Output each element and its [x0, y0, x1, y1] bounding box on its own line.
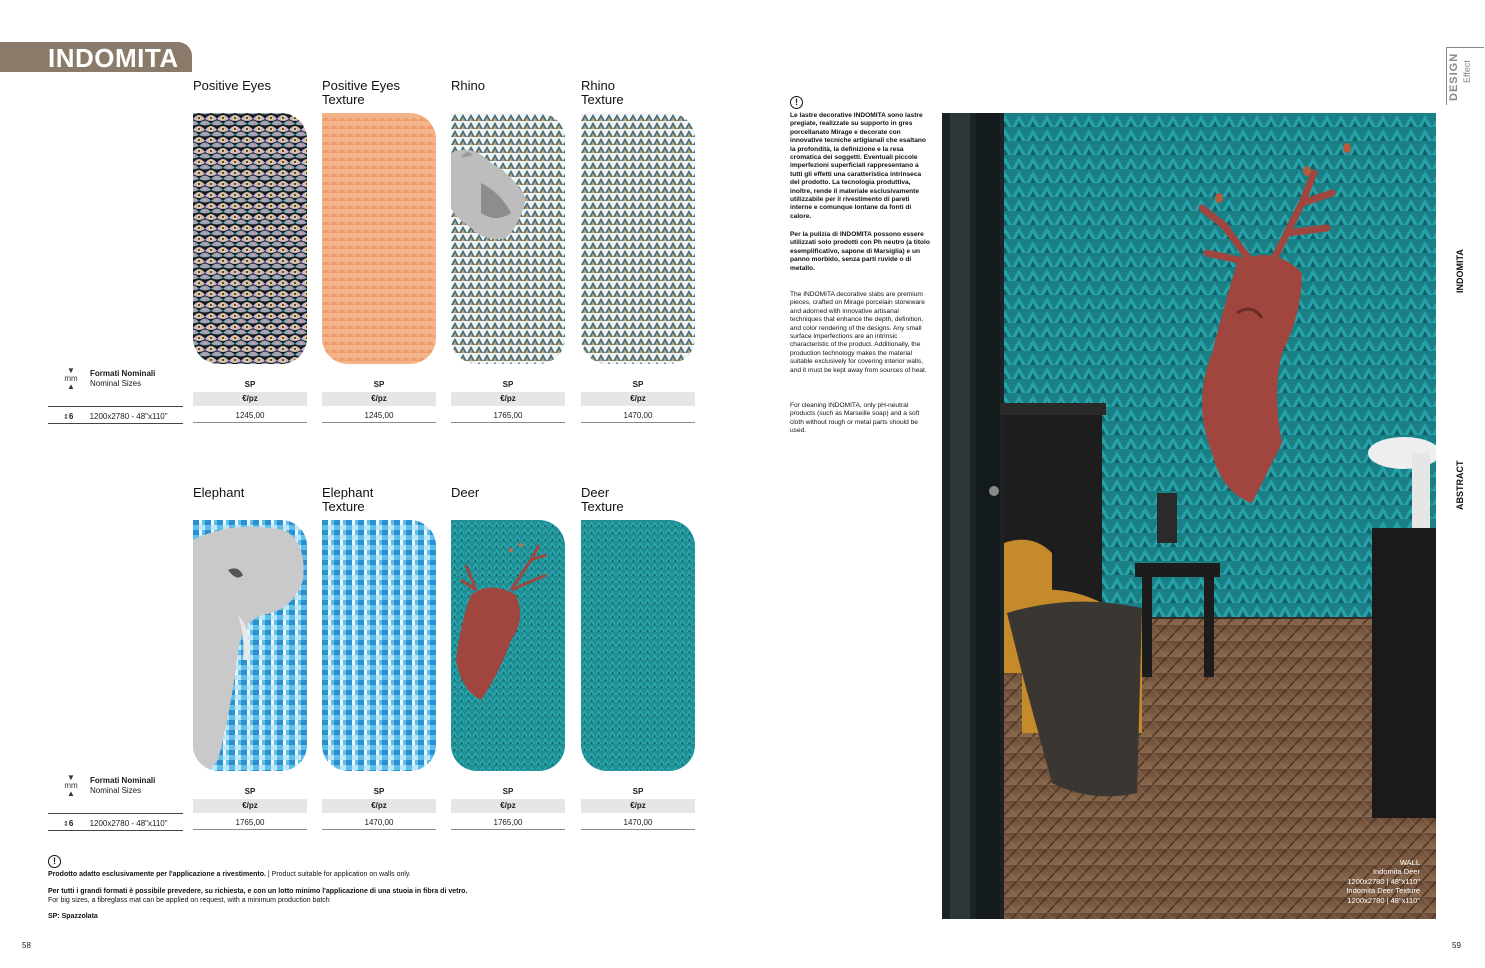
tile-elephant-texture	[322, 520, 436, 771]
price-unit: €/pz	[451, 799, 565, 813]
finish-label: SP	[632, 787, 644, 796]
page-number-left: 58	[22, 941, 31, 950]
tile-positive-eyes-texture	[322, 113, 436, 364]
size-row	[63, 819, 168, 828]
finish-label: SP	[244, 787, 256, 796]
price-unit: €/pz	[193, 392, 307, 406]
price-unit: €/pz	[322, 799, 436, 813]
side-tab-abstract[interactable]: ABSTRACT	[1455, 460, 1465, 510]
finish-label: SP	[502, 380, 514, 389]
interior-photo	[942, 113, 1436, 919]
side-tab-indomita[interactable]: INDOMITA	[1455, 249, 1465, 293]
tile-rhino-texture	[581, 113, 695, 364]
finish-label: SP	[244, 380, 256, 389]
price-deer: 1765,00	[451, 816, 565, 830]
info-icon: !	[790, 96, 803, 109]
size-label-en: Nominal Sizes	[90, 379, 142, 388]
tile-name-elephant-texture: Elephant Texture	[322, 485, 374, 514]
side-tab-design[interactable]: DESIGN	[1448, 52, 1460, 101]
description-it-1: Le lastre decorative INDOMITA sono lastre pregiate, realizzate su supporto in gres porcellanato Mirage e decorate con innovative tecniche artigianali che esaltano la profondità, la definizione e la resa cromatica dei soggetti. Eventuali piccole imperfezioni superficiali rappresentano a tutti gli effetti una caratteristica intrinseca del prodotto. La tecnologia produttiva, inoltre, rende il materiale esclusivamente utilizzabile per il rivestimento di pareti interne e comunque lontane da fonti di calore.	[790, 112, 926, 220]
tile-name-deer: Deer	[451, 485, 480, 500]
footnote-sp	[48, 912, 98, 921]
finish-label: SP	[502, 787, 514, 796]
description-it-2: Per la pulizia di INDOMITA possono essere utilizzati solo prodotti con Ph neutro (a titolo esemplificativo, sapone di Marsiglia) e un panno morbido, senza parti ruvide o di metallo.	[790, 231, 930, 272]
divider	[48, 813, 183, 814]
footnote-walls	[48, 870, 411, 879]
size-label-en: Nominal Sizes	[90, 786, 142, 795]
price-unit: €/pz	[581, 392, 695, 406]
price-positive-eyes: 1245,00	[193, 409, 307, 423]
price-rhino-texture: 1470,00	[581, 409, 695, 423]
caption-wall: WALL	[1399, 857, 1420, 867]
tile-deer-texture	[581, 520, 695, 771]
size-label-it: Formati Nominali	[90, 776, 156, 785]
size-row	[63, 412, 168, 421]
size-value: 1200x2780 - 48"x110"	[89, 412, 168, 421]
caption-deer: Indomita Deer	[1372, 867, 1420, 876]
side-divider	[1446, 47, 1447, 105]
size-table-header	[90, 776, 155, 796]
side-tab-effect[interactable]: Effect	[1462, 60, 1472, 83]
tile-name-elephant: Elephant	[193, 485, 245, 500]
price-positive-eyes-texture: 1245,00	[322, 409, 436, 423]
title-banner	[0, 42, 192, 72]
page-title: INDOMITA	[48, 43, 179, 73]
price-rhino: 1765,00	[451, 409, 565, 423]
divider	[48, 830, 183, 831]
size-value: 1200x2780 - 48"x110"	[89, 819, 168, 828]
description-en-2: For cleaning INDOMITA, only pH-neutral products (such as Marseille soap) and a soft cloth without rough or metal parts should be used.	[790, 402, 920, 435]
price-unit: €/pz	[581, 799, 695, 813]
price-unit: €/pz	[193, 799, 307, 813]
price-deer-texture: 1470,00	[581, 816, 695, 830]
size-label-it: Formati Nominali	[90, 369, 156, 378]
description-en-1: The INDOMITA decorative slabs are premium pieces, crafted on Mirage porcelain stoneware and adorned with innovative artisanal techniques that enhance the depth, definition, and color rendering of the designs. Any small surface imperfections are an intrinsic characteristic of the product. Additionally, the production technology makes the material suitable exclusively for covering interior walls, and it must be kept away from sources of heat.	[790, 291, 927, 374]
footnote-fibreglass-it: Per tutti i grandi formati è possibile prevedere, su richiesta, e con un lotto minimo l'applicazione di una stuoia in fibra di vetro.	[48, 888, 468, 895]
caption-deer-texture-size: 1200x2780 | 48"x110"	[1347, 895, 1420, 905]
caption-deer-texture: Indomita Deer Texture	[1346, 886, 1420, 895]
finish-label: SP	[373, 380, 385, 389]
thickness-icon: ⇕	[63, 414, 69, 421]
footnote-walls-it: Prodotto adatto esclusivamente per l'applicazione a rivestimento.	[48, 871, 266, 878]
finish-label: SP	[373, 787, 385, 796]
thickness-icon: ⇕	[63, 821, 69, 828]
tile-name-positive-eyes-texture: Positive Eyes Texture	[322, 78, 401, 107]
footnote-fibreglass	[48, 887, 467, 905]
price-unit: €/pz	[322, 392, 436, 406]
tile-positive-eyes	[193, 113, 307, 364]
mm-unit-icon: ▼ mm ▲	[64, 773, 78, 798]
finish-label: SP	[632, 380, 644, 389]
photo-caption	[1346, 858, 1420, 906]
caption-deer-size: 1200x2780 | 48"x110"	[1347, 876, 1420, 886]
thickness-value: 6	[68, 819, 74, 828]
mm-unit-icon: ▼ mm ▲	[64, 366, 78, 391]
price-elephant: 1765,00	[193, 816, 307, 830]
tile-name-rhino: Rhino	[451, 78, 485, 93]
side-divider	[1446, 47, 1484, 48]
tile-deer	[451, 520, 565, 771]
footnote-fibreglass-en: For big sizes, a fibreglass mat can be applied on request, with a minimum production batch	[48, 897, 330, 904]
size-table-header	[90, 369, 155, 389]
tile-elephant	[193, 520, 307, 771]
price-unit: €/pz	[451, 392, 565, 406]
divider	[48, 423, 183, 424]
footnote-sp-label: SP: Spazzolata	[48, 913, 98, 920]
divider	[48, 406, 183, 407]
page-number-right: 59	[1452, 941, 1461, 950]
info-icon: !	[48, 855, 61, 868]
footnote-walls-en: | Product suitable for application on walls only.	[265, 871, 411, 878]
tile-name-deer-texture: Deer Texture	[581, 485, 624, 514]
tile-name-positive-eyes: Positive Eyes	[193, 78, 272, 93]
price-elephant-texture: 1470,00	[322, 816, 436, 830]
tile-name-rhino-texture: Rhino Texture	[581, 78, 624, 107]
thickness-value: 6	[68, 412, 74, 421]
tile-rhino	[451, 113, 565, 364]
